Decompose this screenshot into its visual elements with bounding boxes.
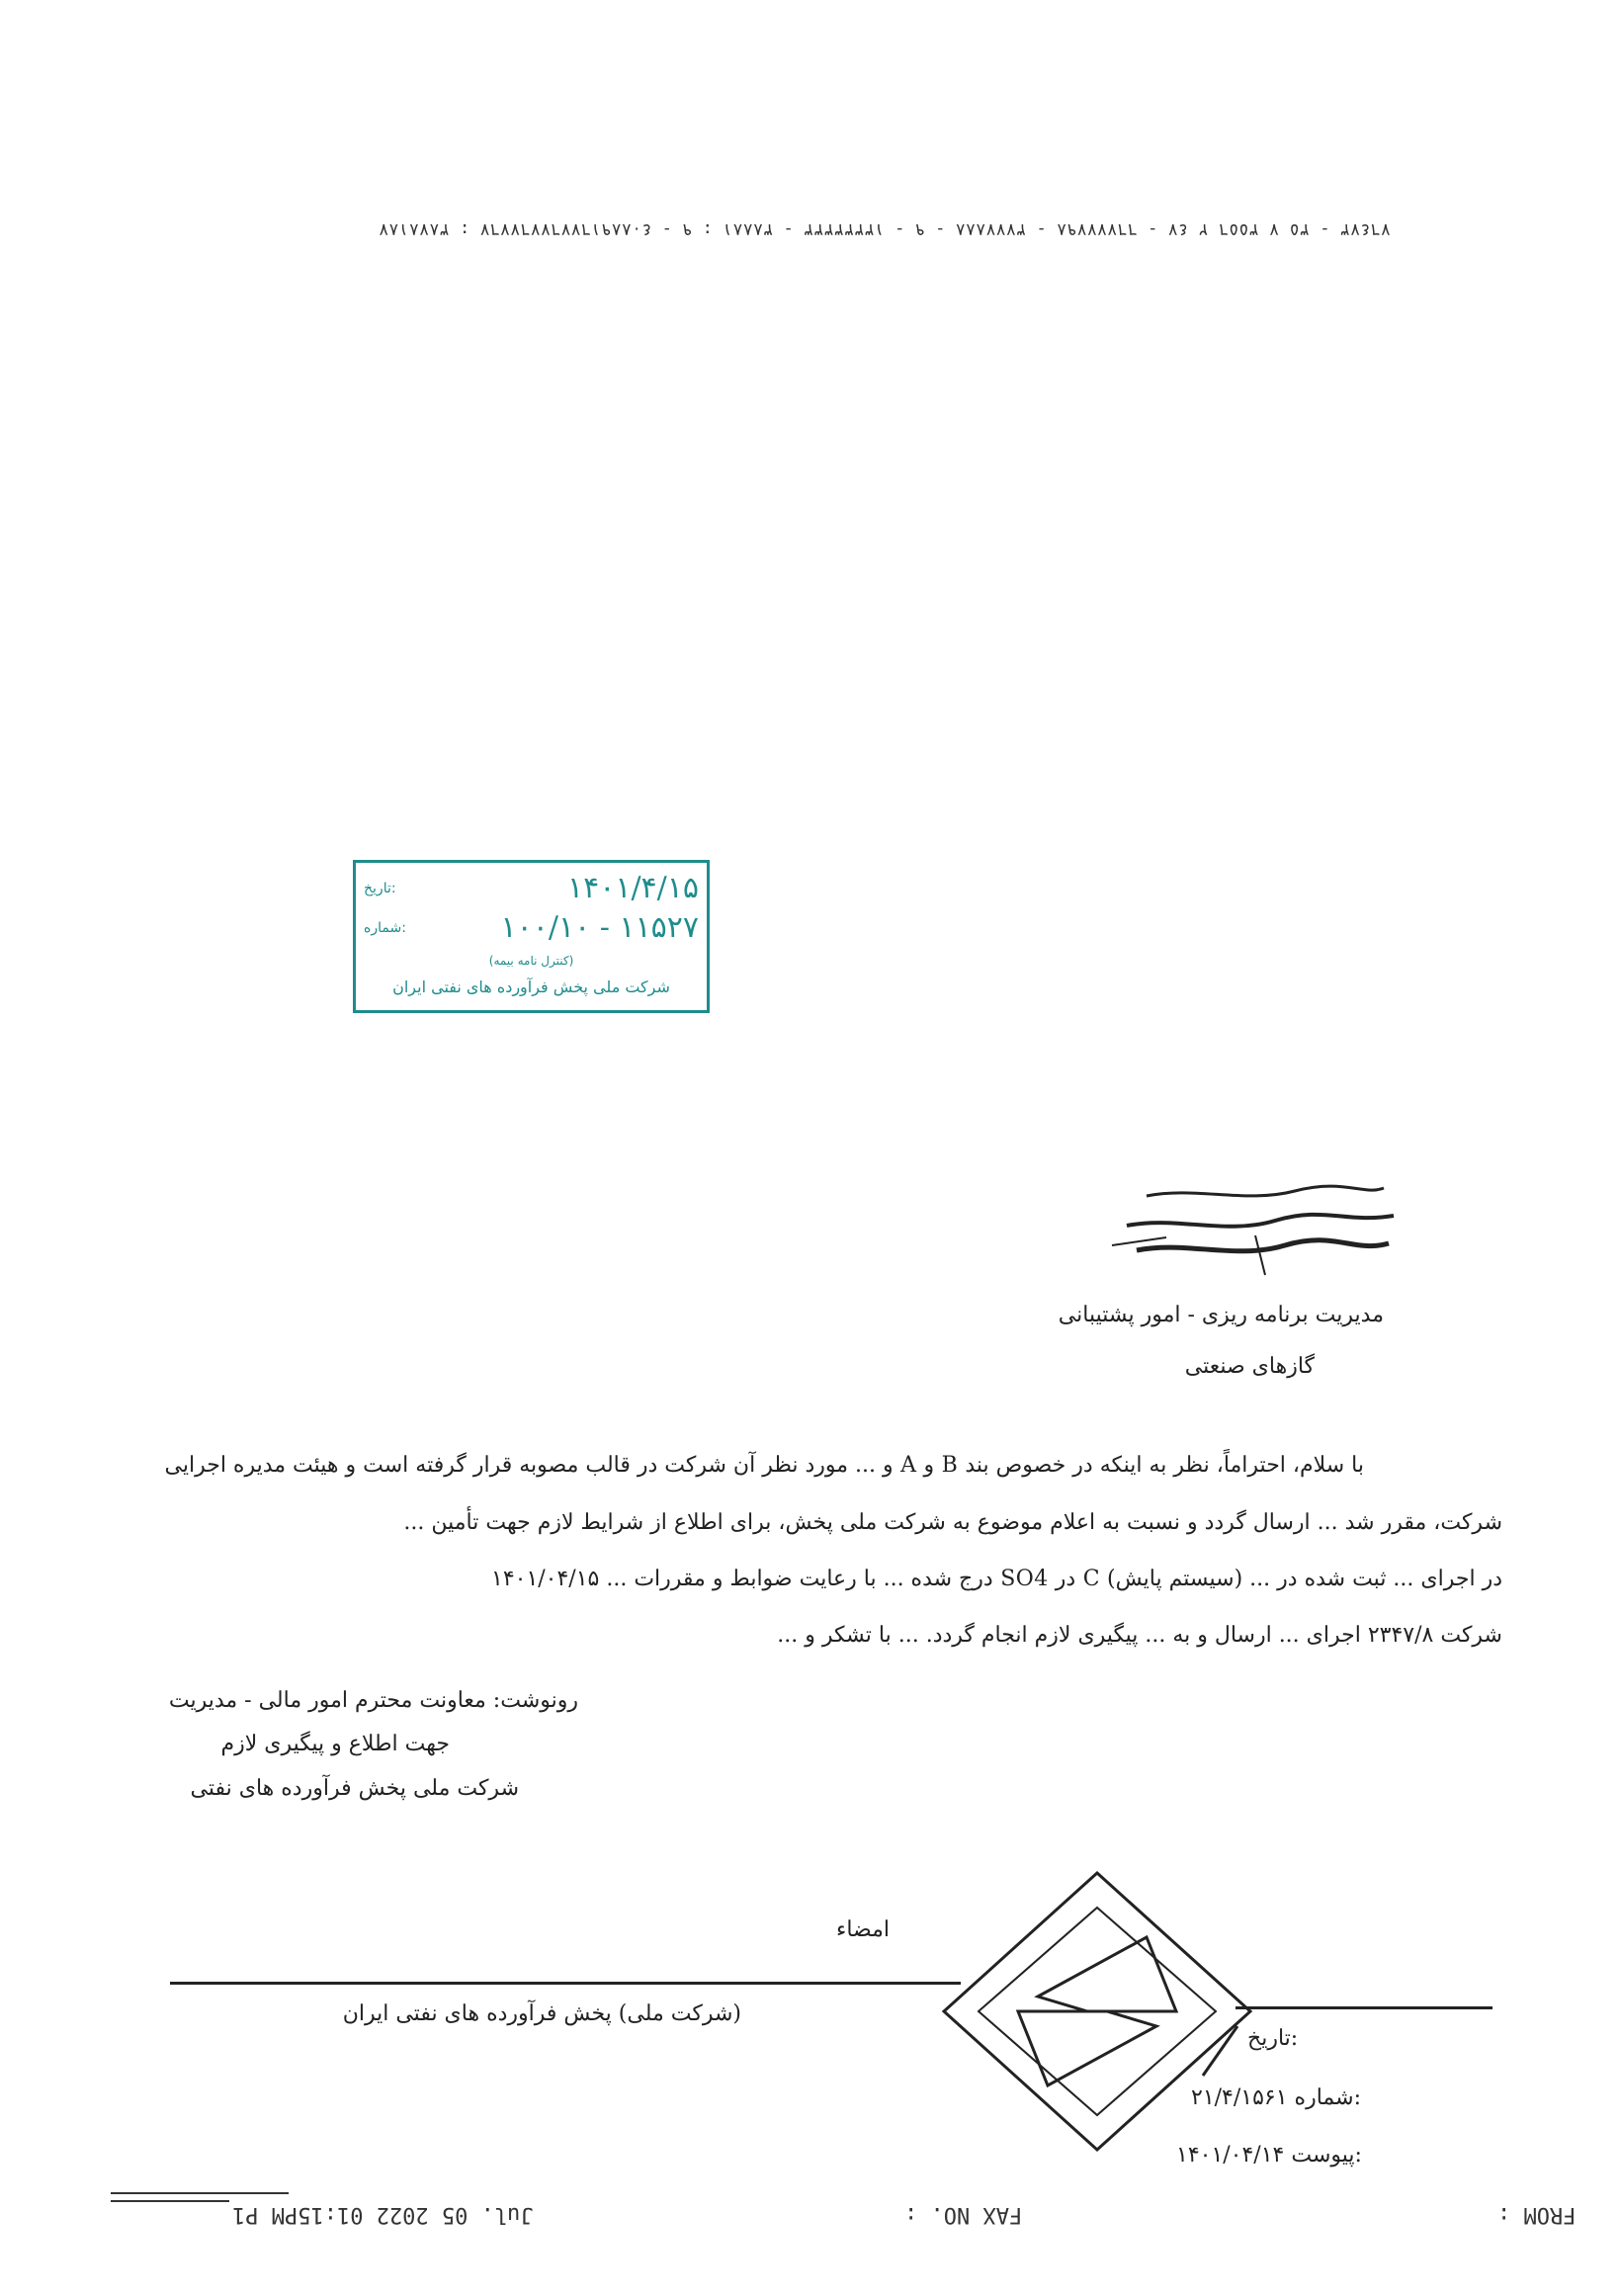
letterhead-number-value: ۲۱/۴/۱۵۶۱: [1191, 2085, 1288, 2110]
letterhead-date-label: تاریخ:: [1247, 2026, 1299, 2051]
signature-line-1: مدیریت برنامه ریزی - امور پشتیبانی: [1058, 1303, 1384, 1327]
fax-footer-datetime: Jul. 05 2022 01:15PM P1: [232, 2202, 534, 2227]
letterhead-org-caption: (شرکت ملی) پخش فرآورده های نفتی ایران: [342, 2001, 741, 2026]
cc-line-2: جهت اطلاع و پیگیری لازم: [220, 1732, 450, 1756]
letterhead-number-label: شماره:: [1294, 2085, 1361, 2110]
registration-stamp: [353, 860, 710, 1013]
company-logo: [939, 1868, 1255, 2155]
letterhead-attach-label: پیوست:: [1291, 2143, 1362, 2168]
letterhead-attach-value: ۱۴۰۱/۰۴/۱۴: [1176, 2143, 1285, 2168]
fax-footer-from-label: FROM :: [1497, 2202, 1576, 2227]
letterhead-sign-text: امضاء: [835, 1917, 890, 1942]
footer-dash-1: [111, 2192, 289, 2194]
fax-footer: [94, 2202, 1576, 2236]
stamp-date-value: ۱۴۰۱/۴/۱۵: [566, 871, 699, 905]
letterhead-attach-row: [1176, 2143, 1362, 2168]
stamp-sub-text: (کنترل نامه بیمه): [488, 954, 574, 968]
cc-line-3: شرکت ملی پخش فرآورده های نفتی: [190, 1776, 519, 1801]
fax-header: [356, 219, 1413, 255]
letterhead-rule-right: [1236, 2006, 1492, 2009]
stamp-number-label: شماره:: [364, 919, 406, 936]
letterhead-number-row: [1191, 2085, 1361, 2110]
fax-footer-fax-label: FAX NO. :: [904, 2202, 1023, 2227]
signature-scribble: [1107, 1176, 1404, 1285]
body-line-1: با سلام، احتراماً، نظر به اینکه در خصوص بند B و A و ... مورد نظر آن شرکت در قالب مصوبه قرار گرفته است و هیئت مدیره اجرایی: [164, 1453, 1364, 1478]
cc-line-1: رونوشت: معاونت محترم امور مالی - مدیریت: [168, 1688, 578, 1713]
stamp-date-label: تاریخ:: [364, 880, 396, 896]
stamp-org-name: شرکت ملی پخش فرآورده های نفتی ایران: [392, 978, 670, 996]
body-line-3: در اجرای ... ثبت شده در ... (سیستم پایش) C در SO4 درج شده ... با رعایت ضوابط و مقررات ... ۱۴۰۱/۰۴/۱۵: [491, 1567, 1502, 1591]
fax-header-text: ٣٨٧٨١٨٧ : ٤٠٨٨٩١٦٧٧٦٧٧٦٧٧٦٧ - ٩ : ٣٨٨٨١ - ١٣٣٣٣٣٣٣ - ٩ - ٣٧٧٧٨٨٨ - ٦٦٧٧٧٧٩٨ - ٤٧ ٢ ٣٥٥٦ ٧ ٣٥ - ٧٦٤٧٣: [379, 219, 1391, 239]
signature-line-2: گازهای صنعتی: [1184, 1354, 1315, 1379]
stamp-number-value: ۱۰۰/۱۰ - ۱۱۵۲۷: [500, 910, 699, 945]
letterhead-rule-left: [170, 1982, 961, 1985]
body-line-4: شرکت ۲۳۴۷/۸ اجرای ... ارسال و به ... پیگیری لازم انجام گردد. ... با تشکر و ...: [777, 1623, 1502, 1648]
body-line-2: شرکت، مقرر شد ... ارسال گردد و نسبت به اعلام موضوع به شرکت ملی پخش، برای اطلاع از شرایط لازم جهت تأمین ...: [403, 1510, 1502, 1535]
